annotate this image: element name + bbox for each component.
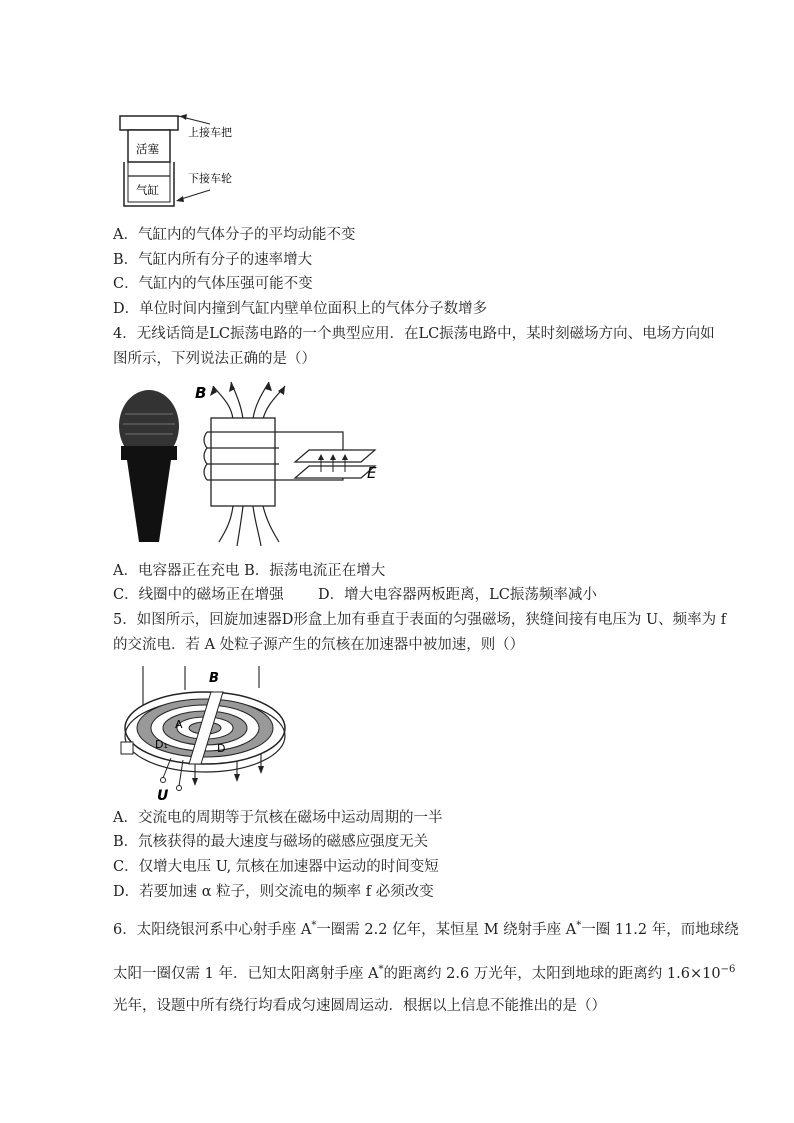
q5-option-c: C．仅增大电压 U, 氘核在加速器中运动的时间变短 bbox=[113, 859, 439, 875]
star-superscript: * bbox=[311, 920, 317, 931]
star-superscript: * bbox=[576, 920, 582, 931]
lc-circuit-figure bbox=[113, 374, 393, 550]
top-handle-label: 上接车把 bbox=[188, 126, 232, 139]
q6-stem-line2: 太阳一圈仅需 1 年．已知太阳离射手座 A*的距离约 2.6 万光年，太阳到地球的距离约 $1.6\times 10^{-6}$ bbox=[113, 964, 736, 982]
q3-option-c: C．气缸内的气体压强可能不变 bbox=[113, 276, 313, 292]
q5-option-d: D．若要加速 α 粒子，则交流电的频率 f 必须改变 bbox=[113, 884, 434, 900]
star-superscript: * bbox=[378, 964, 384, 975]
q5-option-a: A．交流电的周期等于氘核在磁场中运动周期的一半 bbox=[113, 810, 443, 826]
q4-stem-line2: 图所示，下列说法正确的是（） bbox=[113, 351, 316, 367]
q5-stem-line1: 5．如图所示，回旋加速器D形盒上加有垂直于表面的匀强磁场，狭缝间接有电压为 U、频率为 f bbox=[113, 612, 727, 628]
q3-option-d: D．单位时间内撞到气缸内壁单位面积上的气体分子数增多 bbox=[113, 301, 488, 317]
q5-option-b: B．氘核获得的最大速度与磁场的磁感应强度无关 bbox=[113, 834, 429, 850]
q3-option-b: B．气缸内所有分子的速率增大 bbox=[113, 252, 313, 268]
b-field-label: B bbox=[195, 384, 207, 402]
q4-options-ab: A．电容器正在充电 B．振荡电流正在增大 bbox=[113, 563, 386, 579]
q5-stem-line2: 的交流电．若 A 处粒子源产生的氘核在加速器中被加速，则（） bbox=[113, 637, 525, 653]
q6-stem-line3: 光年，设题中所有绕行均看成匀速圆周运动．根据以上信息不能推出的是（） bbox=[113, 998, 606, 1014]
cylinder-label: 气缸 bbox=[136, 183, 159, 197]
e-field-label: E bbox=[367, 464, 377, 482]
cyclotron-d2-label: D bbox=[217, 742, 226, 755]
microphone-icon bbox=[119, 390, 179, 542]
bottom-wheel-label: 下接车轮 bbox=[188, 172, 232, 185]
piston-label: 活塞 bbox=[136, 142, 159, 156]
q4-option-d: D．增大电容器两板距离，LC振荡频率减小 bbox=[318, 587, 597, 603]
cyclotron-b-label: B bbox=[209, 671, 219, 686]
q4-stem-line1: 4．无线话筒是LC振荡电路的一个典型应用．在LC振荡电路中，某时刻磁场方向、电场方向如 bbox=[113, 326, 715, 342]
cyclotron-d1-label: D₁ bbox=[155, 738, 168, 751]
exponent: −6 bbox=[720, 964, 736, 975]
cyclotron-u-label: U bbox=[157, 788, 169, 802]
cyclotron-a-label: A bbox=[175, 718, 183, 731]
q6-stem-line1: 6．太阳绕银河系中心射手座 A*一圈需 2.2 亿年，某恒星 M 绕射手座 A*一圈 11.2 年，而地球绕 bbox=[113, 920, 739, 938]
q4-option-c: C．线圈中的磁场正在增强 bbox=[113, 587, 284, 603]
q3-option-a: A．气缸内的气体分子的平均动能不变 bbox=[113, 227, 356, 243]
cyclotron-figure bbox=[113, 660, 303, 802]
pump-figure bbox=[110, 104, 250, 216]
